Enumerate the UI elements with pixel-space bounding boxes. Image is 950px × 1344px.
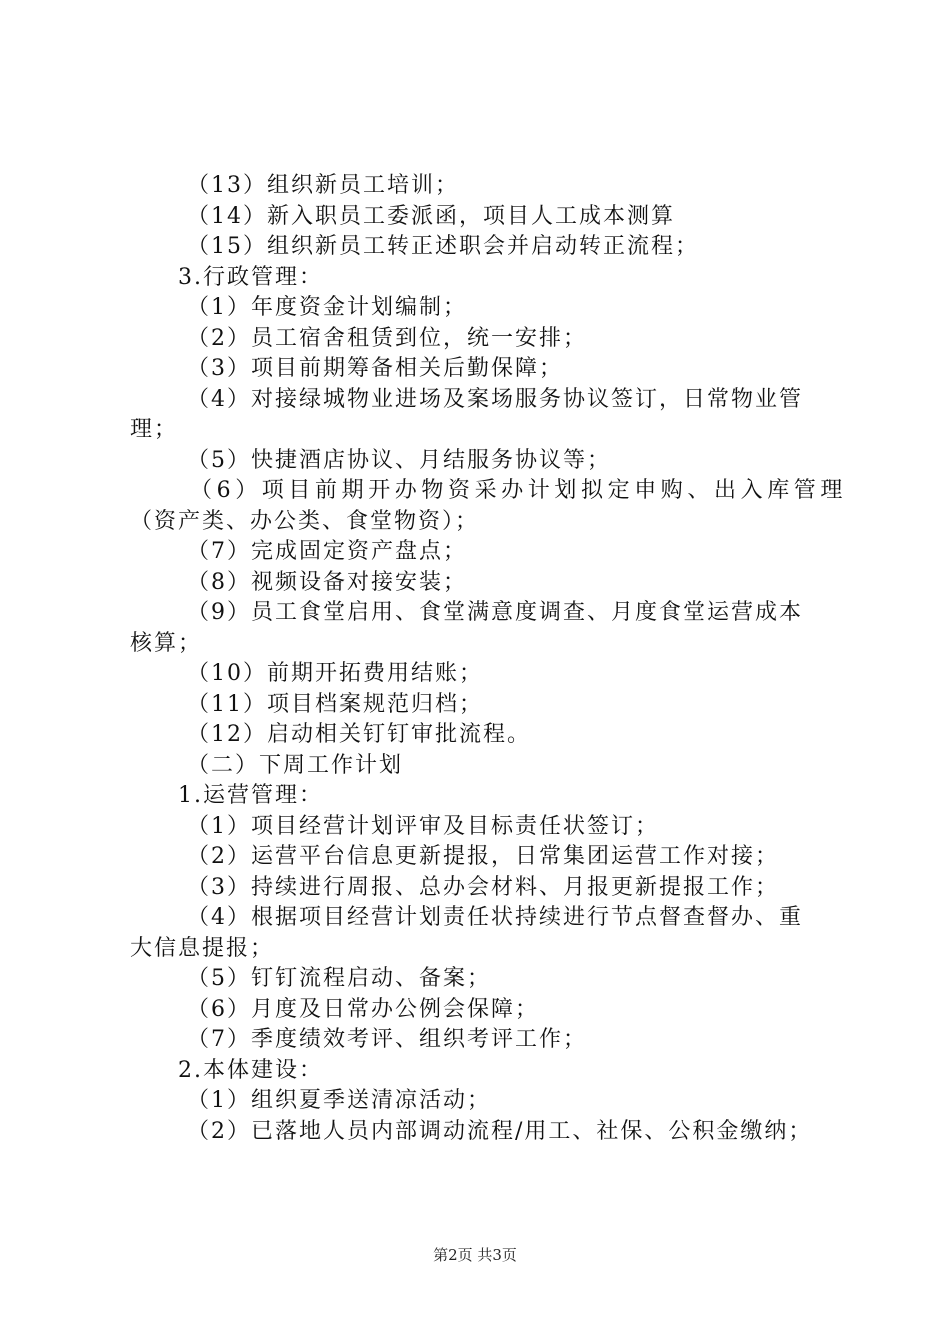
text-line-continuation: （资产类、办公类、食堂物资）； — [130, 508, 480, 534]
document-body — [0, 171, 950, 1147]
page-footer: 第2页 共3页 — [433, 1246, 517, 1264]
text-line: （5）钉钉流程启动、备案； — [187, 966, 491, 991]
section-heading: （二）下周工作计划 — [187, 752, 404, 778]
text-line: （8）视频设备对接安装； — [187, 569, 467, 595]
text-line: （6）项目前期开办物资采办计划拟定申购、出入库管理 — [190, 478, 847, 503]
text-line: （6）月度及日常办公例会保障； — [187, 996, 539, 1022]
text-line: （2）运营平台信息更新提报，日常集团运营工作对接； — [187, 844, 779, 869]
text-line: （4）根据项目经营计划责任状持续进行节点督查督办、重 — [187, 905, 803, 930]
text-line: （7）完成固定资产盘点； — [187, 539, 467, 564]
text-line: （3）项目前期筹备相关后勤保障； — [187, 356, 563, 381]
section-heading: 1.运营管理： — [178, 783, 323, 808]
text-line: （4）对接绿城物业进场及案场服务协议签订，日常物业管 — [187, 386, 803, 412]
section-heading: 2.本体建设： — [178, 1057, 323, 1083]
text-line-continuation: 理； — [130, 417, 179, 442]
text-line-continuation: 核算； — [130, 630, 203, 656]
text-line: （5）快捷酒店协议、月结服务协议等； — [187, 447, 611, 473]
text-line: （2）已落地人员内部调动流程/用工、社保、公积金缴纳； — [187, 1118, 813, 1144]
text-line: （11）项目档案规范归档； — [187, 691, 483, 717]
text-line: （1）年度资金计划编制； — [187, 295, 467, 320]
text-line: （10）前期开拓费用结账； — [187, 661, 483, 686]
text-line: （12）启动相关钉钉审批流程。 — [187, 722, 531, 747]
text-line: （9）员工食堂启用、食堂满意度调查、月度食堂运营成本 — [187, 600, 803, 625]
text-line: （7）季度绩效考评、组织考评工作； — [187, 1027, 587, 1052]
text-line-continuation: 大信息提报； — [130, 935, 275, 961]
text-line: （15）组织新员工转正述职会并启动转正流程； — [187, 234, 699, 259]
text-line: （1）组织夏季送清凉活动； — [187, 1088, 491, 1113]
text-line: （14）新入职员工委派函，项目人工成本测算 — [187, 203, 675, 229]
section-heading: 3.行政管理： — [178, 264, 323, 290]
text-line: （3）持续进行周报、总办会材料、月报更新提报工作； — [187, 874, 779, 900]
text-line: （13）组织新员工培训； — [187, 173, 459, 198]
text-line: （1）项目经营计划评审及目标责任状签订； — [187, 813, 659, 839]
text-line: （2）员工宿舍租赁到位，统一安排； — [187, 325, 587, 351]
